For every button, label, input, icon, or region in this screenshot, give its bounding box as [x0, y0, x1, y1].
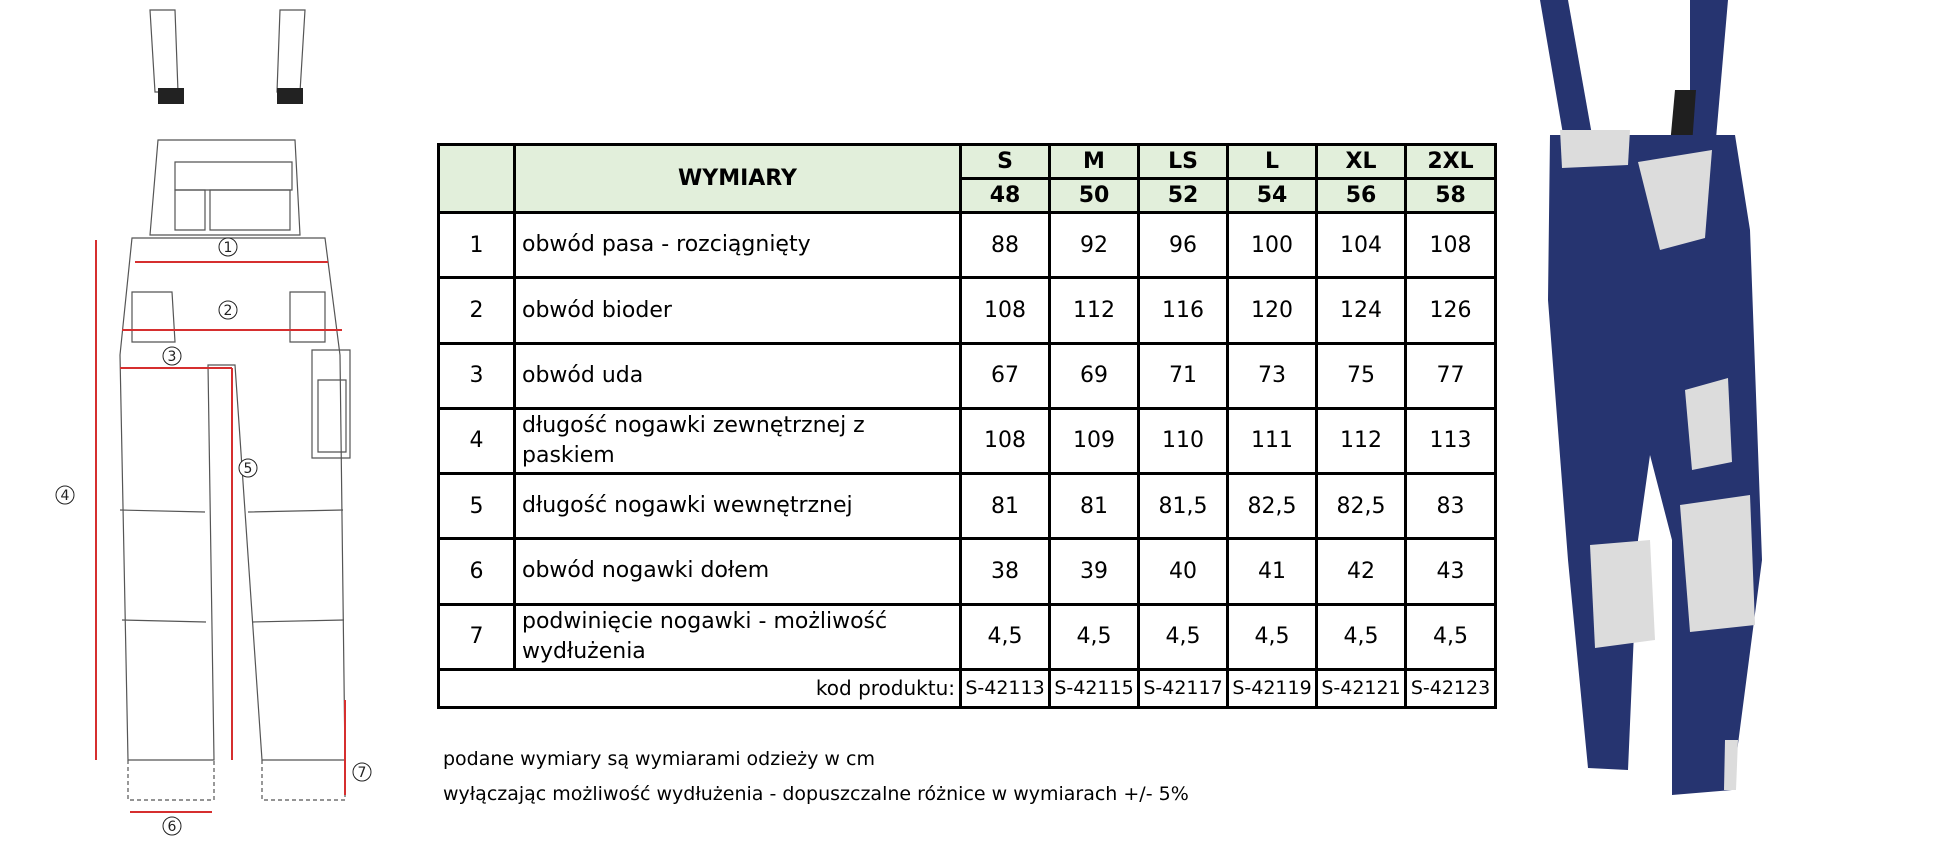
row-number: 6 [439, 539, 515, 604]
buckle-right-icon [277, 88, 303, 104]
value-cell: 113 [1406, 408, 1496, 473]
size-label: M [1050, 145, 1139, 179]
size-letter-row [439, 145, 1496, 179]
size-number: 58 [1406, 179, 1496, 213]
value-cell: 75 [1317, 343, 1406, 408]
value-cell: 71 [1139, 343, 1228, 408]
size-label: S [961, 145, 1050, 179]
product-code: S-42113 [961, 669, 1050, 707]
value-cell: 108 [961, 408, 1050, 473]
corner-cell [439, 145, 515, 213]
value-cell: 81 [1050, 474, 1139, 539]
row-label: długość nogawki zewnętrznej z paskiem [515, 408, 961, 473]
value-cell: 92 [1050, 213, 1139, 278]
value-cell: 42 [1317, 539, 1406, 604]
value-cell: 4,5 [1406, 604, 1496, 669]
row-number: 5 [439, 474, 515, 539]
value-cell: 82,5 [1317, 474, 1406, 539]
buckle-left-icon [158, 88, 184, 104]
value-cell: 108 [1406, 213, 1496, 278]
marker-5: 5 [243, 461, 253, 477]
size-number: 50 [1050, 179, 1139, 213]
value-cell: 116 [1139, 278, 1228, 343]
value-cell: 109 [1050, 408, 1139, 473]
value-cell: 83 [1406, 474, 1496, 539]
row-label: obwód bioder [515, 278, 961, 343]
row-label: obwód nogawki dołem [515, 539, 961, 604]
table-row [439, 278, 1496, 343]
value-cell: 73 [1228, 343, 1317, 408]
value-cell: 108 [961, 278, 1050, 343]
marker-1: 1 [223, 240, 233, 256]
value-cell: 82,5 [1228, 474, 1317, 539]
size-number: 56 [1317, 179, 1406, 213]
note-units: podane wymiary są wymiarami odzieży w cm [443, 748, 875, 770]
size-number: 48 [961, 179, 1050, 213]
dungarees-photo-shape [1540, 0, 1762, 795]
table-row [439, 474, 1496, 539]
value-cell: 4,5 [961, 604, 1050, 669]
table-row [439, 604, 1496, 669]
row-number: 2 [439, 278, 515, 343]
row-number: 3 [439, 343, 515, 408]
value-cell: 81,5 [1139, 474, 1228, 539]
marker-4: 4 [60, 488, 70, 504]
size-chart-table [437, 143, 1497, 709]
size-label: L [1228, 145, 1317, 179]
value-cell: 4,5 [1317, 604, 1406, 669]
value-cell: 43 [1406, 539, 1496, 604]
value-cell: 41 [1228, 539, 1317, 604]
value-cell: 112 [1317, 408, 1406, 473]
value-cell: 77 [1406, 343, 1496, 408]
size-number: 52 [1139, 179, 1228, 213]
value-cell: 81 [961, 474, 1050, 539]
row-label: długość nogawki wewnętrznej [515, 474, 961, 539]
value-cell: 120 [1228, 278, 1317, 343]
value-cell: 4,5 [1139, 604, 1228, 669]
value-cell: 69 [1050, 343, 1139, 408]
value-cell: 126 [1406, 278, 1496, 343]
marker-7: 7 [357, 765, 367, 781]
value-cell: 110 [1139, 408, 1228, 473]
value-cell: 104 [1317, 213, 1406, 278]
value-cell: 111 [1228, 408, 1317, 473]
value-cell: 67 [961, 343, 1050, 408]
row-number: 4 [439, 408, 515, 473]
product-code-label: kod produktu: [439, 669, 961, 707]
size-label: XL [1317, 145, 1406, 179]
row-label: obwód uda [515, 343, 961, 408]
product-photo [1500, 0, 1956, 868]
value-cell: 4,5 [1050, 604, 1139, 669]
value-cell: 100 [1228, 213, 1317, 278]
marker-6: 6 [167, 819, 177, 835]
size-label: LS [1139, 145, 1228, 179]
product-code: S-42119 [1228, 669, 1317, 707]
value-cell: 96 [1139, 213, 1228, 278]
row-label: obwód pasa - rozciągnięty [515, 213, 961, 278]
value-cell: 112 [1050, 278, 1139, 343]
measurement-lines [96, 240, 345, 812]
table-row [439, 539, 1496, 604]
value-cell: 124 [1317, 278, 1406, 343]
row-number: 7 [439, 604, 515, 669]
value-cell: 39 [1050, 539, 1139, 604]
value-cell: 4,5 [1228, 604, 1317, 669]
product-code: S-42123 [1406, 669, 1496, 707]
table-row [439, 408, 1496, 473]
dungarees-outline [120, 10, 350, 800]
size-number: 54 [1228, 179, 1317, 213]
size-label: 2XL [1406, 145, 1496, 179]
value-cell: 38 [961, 539, 1050, 604]
product-code-row [439, 669, 1496, 707]
marker-2: 2 [223, 303, 233, 319]
product-code: S-42121 [1317, 669, 1406, 707]
row-label: podwinięcie nogawki - możliwość wydłużenia [515, 604, 961, 669]
value-cell: 88 [961, 213, 1050, 278]
note-tolerance: wyłączając możliwość wydłużenia - dopuszczalne różnice w wymiarach +/- 5% [443, 783, 1189, 805]
header-title: WYMIARY [515, 145, 961, 213]
table-row [439, 343, 1496, 408]
marker-3: 3 [167, 349, 177, 365]
product-code: S-42117 [1139, 669, 1228, 707]
value-cell: 40 [1139, 539, 1228, 604]
table-row [439, 213, 1496, 278]
row-number: 1 [439, 213, 515, 278]
dungarees-technical-drawing [0, 0, 420, 868]
product-code: S-42115 [1050, 669, 1139, 707]
